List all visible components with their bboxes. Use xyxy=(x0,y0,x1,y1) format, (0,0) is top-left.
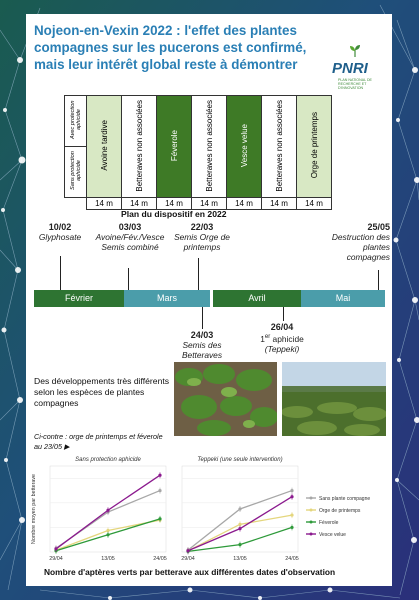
data-point xyxy=(186,549,189,552)
x-tick-label: 29/04 xyxy=(181,556,195,562)
data-point xyxy=(290,526,293,529)
legend-label: Orge de printemps xyxy=(319,508,361,514)
data-point xyxy=(290,489,293,492)
plot-cell: Féverole xyxy=(157,96,192,198)
plot-width: 14 m xyxy=(297,198,332,210)
event-semis-orge: 22/03 Semis Orge de printemps xyxy=(174,222,230,252)
legend-marker xyxy=(310,497,313,500)
data-point xyxy=(106,533,109,536)
plot-cell: Betteraves non associées xyxy=(192,96,227,198)
plan-table xyxy=(64,95,332,210)
empty-cell xyxy=(65,198,87,210)
legend-label: Vesce velue xyxy=(319,532,346,538)
pnri-logo xyxy=(318,40,388,92)
x-tick-label: 24/05 xyxy=(285,556,299,562)
tick-line xyxy=(60,256,61,290)
data-point xyxy=(106,529,109,532)
legend-marker xyxy=(310,521,313,524)
plot-cell: Avoine tardive xyxy=(87,96,122,198)
plot-width: 14 m xyxy=(157,198,192,210)
month-mai: Mai xyxy=(301,290,385,307)
legend-marker xyxy=(310,509,313,512)
aphicide-label: 1er aphicide xyxy=(260,333,304,344)
data-point xyxy=(158,489,161,492)
plot-width: 14 m xyxy=(87,198,122,210)
plot-cell: Betteraves non associées xyxy=(262,96,297,198)
plot-width: 14 m xyxy=(262,198,297,210)
x-tick-label: 24/05 xyxy=(153,556,167,562)
plan-caption: Plan du dispositif en 2022 xyxy=(121,209,227,219)
month-fevrier: Février xyxy=(34,290,124,307)
month-mars: Mars xyxy=(124,290,210,307)
plot-width: 14 m xyxy=(227,198,262,210)
event-destruction: 25/05 Destruction des plantes compagnes xyxy=(331,222,390,262)
plot-cell: Orge de printemps xyxy=(297,96,332,198)
plot-width: 14 m xyxy=(122,198,157,210)
x-tick-label: 13/05 xyxy=(101,556,115,562)
chart-y-label: Nombre moyen par betterave xyxy=(31,473,37,545)
event-semis-combine: 03/03 Avoine/Fév./Vesce Semis combiné xyxy=(95,222,165,252)
beet-closeup-photo xyxy=(174,362,277,436)
data-point xyxy=(238,543,241,546)
event-semis-betteraves: 24/03 Semis des Betteraves xyxy=(181,330,223,360)
sprout-icon xyxy=(348,44,362,58)
chart-x-caption: Nombre d'aptères verts par betterave aux différentes dates d'observation xyxy=(44,567,336,577)
poster-title: Nojeon-en-Vexin 2022 : l'effet des plantes compagnes sur les pucerons est confirmé, mais leur intérêt global reste à démontrer xyxy=(34,23,307,72)
month-avril: Avril xyxy=(213,290,301,307)
data-point xyxy=(238,527,241,530)
plot-cell: Vesce velue xyxy=(227,96,262,198)
tick-line xyxy=(198,258,199,290)
legend-marker xyxy=(310,533,313,536)
photo-caption: Ci-contre : orge de printemps et féverole au 23/05 ▶ xyxy=(34,432,163,451)
row-header-avec: Avec protection aphicide xyxy=(65,96,87,147)
data-point xyxy=(106,509,109,512)
data-point xyxy=(238,523,241,526)
panel-title: Teppeki (une seule intervention) xyxy=(197,457,283,463)
data-point xyxy=(238,507,241,510)
tick-line xyxy=(202,307,203,329)
development-text: Des développements très différents selon les espèces de plantes compagnes xyxy=(34,376,170,408)
tick-line xyxy=(378,270,379,290)
panel-title: Sans protection aphicide xyxy=(75,457,141,463)
event-glyphosate: 10/02 Glyphosate xyxy=(38,222,82,242)
aphid-line-chart xyxy=(26,452,392,566)
tick-line xyxy=(128,268,129,290)
legend-label: Féverole xyxy=(319,520,339,526)
x-tick-label: 29/04 xyxy=(49,556,63,562)
data-point xyxy=(158,474,161,477)
data-point xyxy=(54,547,57,550)
data-point xyxy=(158,517,161,520)
logo-name: PNRI xyxy=(332,60,368,77)
poster-card xyxy=(26,14,392,586)
legend-label: Sans plante compagne xyxy=(319,496,371,502)
plot-cell: Betteraves non associées xyxy=(122,96,157,198)
logo-subtitle: PLAN NATIONAL DE RECHERCHE ET D'INNOVATION xyxy=(338,78,372,91)
event-aphicide: 26/04 1er aphicide (Teppeki) xyxy=(260,322,304,354)
tick-line xyxy=(283,307,284,321)
field-photo xyxy=(282,362,386,436)
row-header-sans: Sans protection aphicide xyxy=(65,147,87,198)
x-tick-label: 13/05 xyxy=(233,556,247,562)
plot-width: 14 m xyxy=(192,198,227,210)
data-point xyxy=(290,495,293,498)
data-point xyxy=(290,514,293,517)
